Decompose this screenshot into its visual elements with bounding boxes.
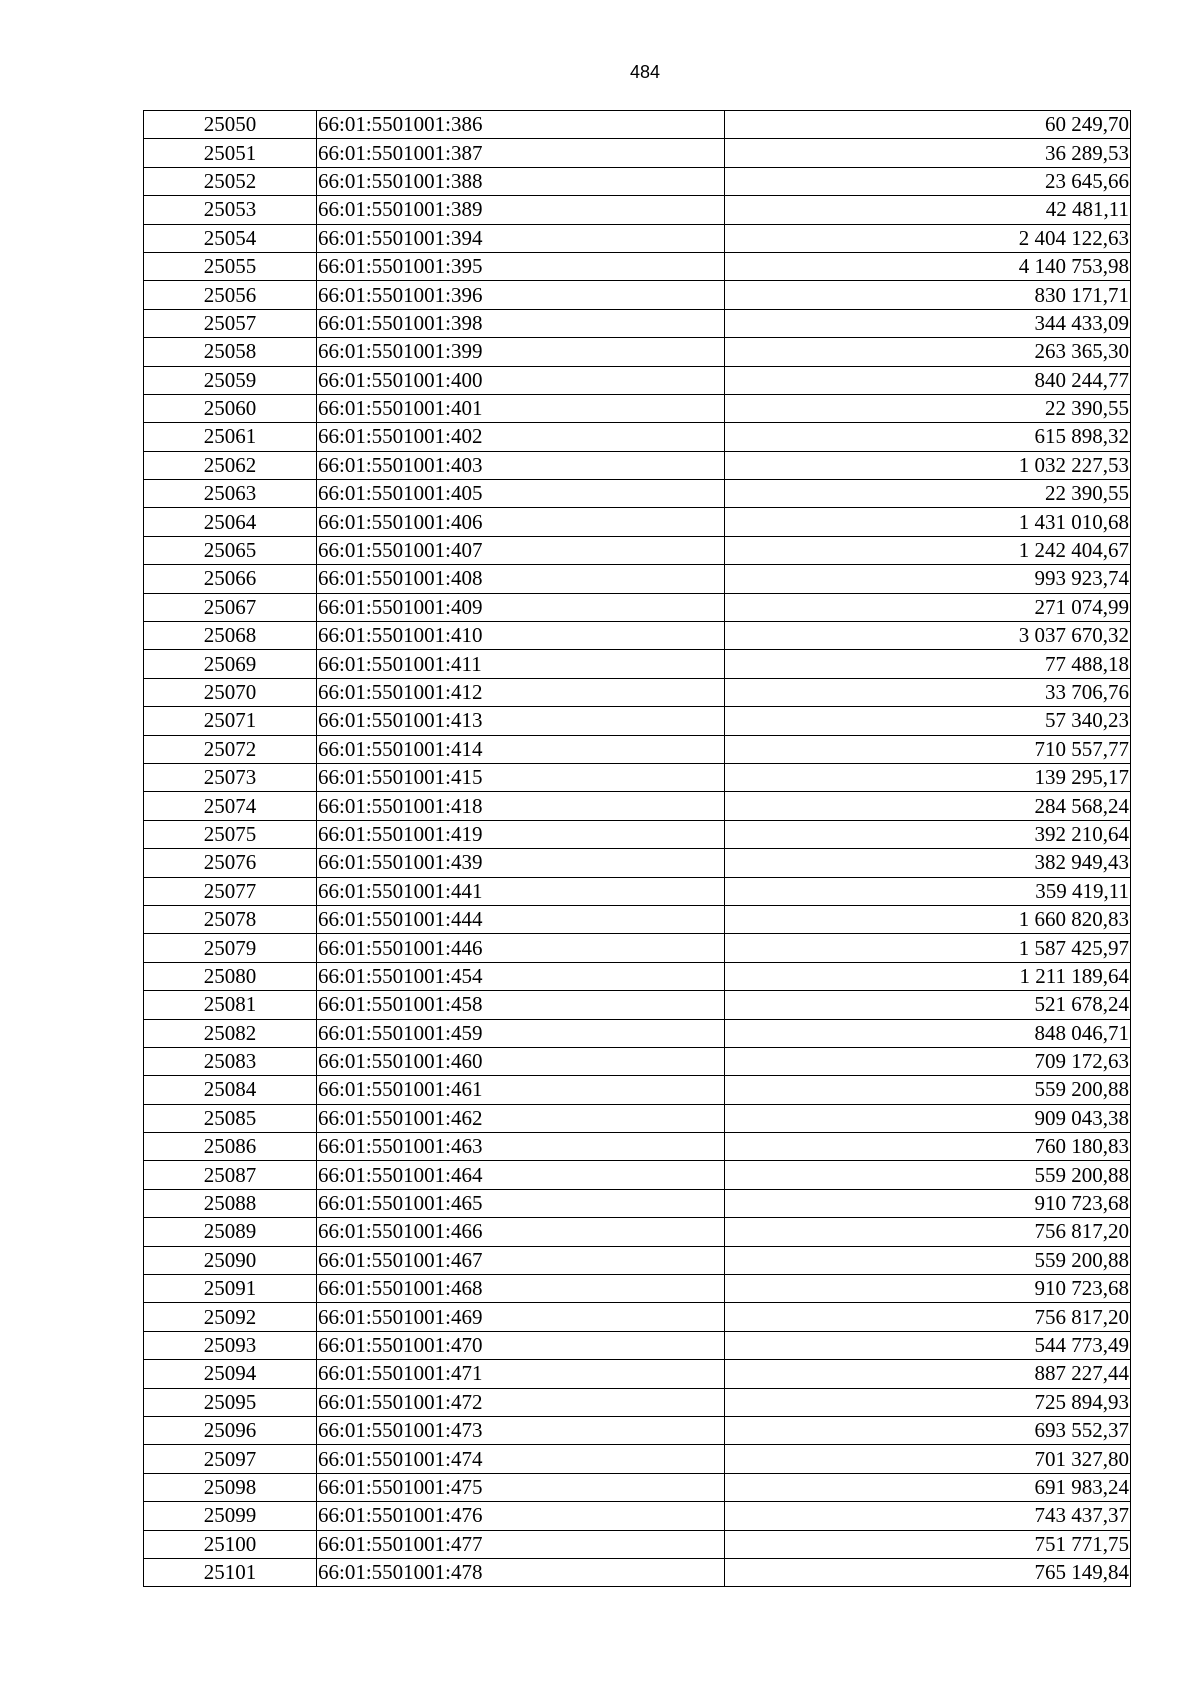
row-number-cell: 25079: [144, 934, 317, 962]
cadastral-number-cell: 66:01:5501001:412: [317, 678, 725, 706]
cadastral-value-cell: 4 140 753,98: [725, 252, 1131, 280]
table-row: [144, 962, 1131, 990]
cadastral-value-cell: 701 327,80: [725, 1445, 1131, 1473]
row-number-cell: 25089: [144, 1218, 317, 1246]
cadastral-value-cell: 284 568,24: [725, 792, 1131, 820]
table-row: [144, 565, 1131, 593]
row-number-cell: 25074: [144, 792, 317, 820]
cadastral-value-cell: 910 723,68: [725, 1189, 1131, 1217]
table-row: [144, 1331, 1131, 1359]
cadastral-value-cell: 848 046,71: [725, 1019, 1131, 1047]
row-number-cell: 25052: [144, 167, 317, 195]
row-number-cell: 25082: [144, 1019, 317, 1047]
cadastral-value-cell: 22 390,55: [725, 480, 1131, 508]
row-number-cell: 25076: [144, 849, 317, 877]
table-row: [144, 1104, 1131, 1132]
row-number-cell: 25084: [144, 1076, 317, 1104]
table-row: [144, 366, 1131, 394]
cadastral-value-cell: 887 227,44: [725, 1360, 1131, 1388]
row-number-cell: 25096: [144, 1416, 317, 1444]
page-number: 484: [629, 62, 661, 82]
cadastral-value-cell: 1 660 820,83: [725, 905, 1131, 933]
table-row: [144, 707, 1131, 735]
row-number-cell: 25101: [144, 1558, 317, 1586]
cadastral-number-cell: 66:01:5501001:478: [317, 1558, 725, 1586]
cadastral-value-cell: 725 894,93: [725, 1388, 1131, 1416]
table-row: [144, 1530, 1131, 1558]
cadastral-number-cell: 66:01:5501001:386: [317, 111, 725, 139]
cadastral-number-cell: 66:01:5501001:409: [317, 593, 725, 621]
table-row: [144, 1445, 1131, 1473]
row-number-cell: 25071: [144, 707, 317, 735]
row-number-cell: 25057: [144, 309, 317, 337]
cadastral-value-cell: 743 437,37: [725, 1502, 1131, 1530]
table-row: [144, 792, 1131, 820]
cadastral-number-cell: 66:01:5501001:396: [317, 281, 725, 309]
cadastral-number-cell: 66:01:5501001:399: [317, 338, 725, 366]
cadastral-number-cell: 66:01:5501001:474: [317, 1445, 725, 1473]
cadastral-number-cell: 66:01:5501001:410: [317, 622, 725, 650]
row-number-cell: 25094: [144, 1360, 317, 1388]
cadastral-number-cell: 66:01:5501001:444: [317, 905, 725, 933]
cadastral-number-cell: 66:01:5501001:470: [317, 1331, 725, 1359]
table-row: [144, 252, 1131, 280]
table-row: [144, 763, 1131, 791]
row-number-cell: 25064: [144, 508, 317, 536]
table-row: [144, 536, 1131, 564]
table-row: [144, 1189, 1131, 1217]
cadastral-value-cell: 392 210,64: [725, 820, 1131, 848]
table-row: [144, 849, 1131, 877]
table-row: [144, 934, 1131, 962]
cadastral-number-cell: 66:01:5501001:395: [317, 252, 725, 280]
cadastral-number-cell: 66:01:5501001:401: [317, 394, 725, 422]
table-row: [144, 224, 1131, 252]
cadastral-value-cell: 909 043,38: [725, 1104, 1131, 1132]
row-number-cell: 25058: [144, 338, 317, 366]
row-number-cell: 25088: [144, 1189, 317, 1217]
table-row: [144, 991, 1131, 1019]
row-number-cell: 25053: [144, 196, 317, 224]
row-number-cell: 25087: [144, 1161, 317, 1189]
cadastral-number-cell: 66:01:5501001:407: [317, 536, 725, 564]
cadastral-number-cell: 66:01:5501001:413: [317, 707, 725, 735]
cadastral-value-cell: 559 200,88: [725, 1076, 1131, 1104]
cadastral-value-cell: 840 244,77: [725, 366, 1131, 394]
cadastral-number-cell: 66:01:5501001:408: [317, 565, 725, 593]
row-number-cell: 25081: [144, 991, 317, 1019]
cadastral-value-cell: 756 817,20: [725, 1218, 1131, 1246]
table-row: [144, 1473, 1131, 1501]
table-row: [144, 451, 1131, 479]
cadastral-number-cell: 66:01:5501001:471: [317, 1360, 725, 1388]
row-number-cell: 25080: [144, 962, 317, 990]
cadastral-value-cell: 57 340,23: [725, 707, 1131, 735]
row-number-cell: 25063: [144, 480, 317, 508]
row-number-cell: 25054: [144, 224, 317, 252]
cadastral-number-cell: 66:01:5501001:476: [317, 1502, 725, 1530]
row-number-cell: 25060: [144, 394, 317, 422]
table-row: [144, 139, 1131, 167]
cadastral-number-cell: 66:01:5501001:461: [317, 1076, 725, 1104]
cadastral-value-cell: 3 037 670,32: [725, 622, 1131, 650]
cadastral-value-table: [143, 110, 1131, 1587]
cadastral-number-cell: 66:01:5501001:473: [317, 1416, 725, 1444]
table-row: [144, 1161, 1131, 1189]
cadastral-number-cell: 66:01:5501001:439: [317, 849, 725, 877]
row-number-cell: 25085: [144, 1104, 317, 1132]
cadastral-number-cell: 66:01:5501001:402: [317, 423, 725, 451]
table-row: [144, 281, 1131, 309]
cadastral-number-cell: 66:01:5501001:464: [317, 1161, 725, 1189]
row-number-cell: 25055: [144, 252, 317, 280]
cadastral-number-cell: 66:01:5501001:400: [317, 366, 725, 394]
cadastral-number-cell: 66:01:5501001:463: [317, 1133, 725, 1161]
table-row: [144, 508, 1131, 536]
row-number-cell: 25075: [144, 820, 317, 848]
cadastral-number-cell: 66:01:5501001:394: [317, 224, 725, 252]
cadastral-number-cell: 66:01:5501001:415: [317, 763, 725, 791]
cadastral-value-cell: 559 200,88: [725, 1161, 1131, 1189]
row-number-cell: 25086: [144, 1133, 317, 1161]
table-row: [144, 1218, 1131, 1246]
cadastral-number-cell: 66:01:5501001:458: [317, 991, 725, 1019]
row-number-cell: 25070: [144, 678, 317, 706]
cadastral-value-cell: 2 404 122,63: [725, 224, 1131, 252]
table-row: [144, 650, 1131, 678]
cadastral-value-cell: 42 481,11: [725, 196, 1131, 224]
cadastral-number-cell: 66:01:5501001:403: [317, 451, 725, 479]
cadastral-number-cell: 66:01:5501001:460: [317, 1047, 725, 1075]
row-number-cell: 25066: [144, 565, 317, 593]
cadastral-number-cell: 66:01:5501001:398: [317, 309, 725, 337]
cadastral-value-cell: 60 249,70: [725, 111, 1131, 139]
cadastral-number-cell: 66:01:5501001:466: [317, 1218, 725, 1246]
table-row: [144, 111, 1131, 139]
table-row: [144, 423, 1131, 451]
cadastral-value-cell: 1 032 227,53: [725, 451, 1131, 479]
cadastral-value-cell: 1 587 425,97: [725, 934, 1131, 962]
cadastral-value-cell: 1 242 404,67: [725, 536, 1131, 564]
cadastral-number-cell: 66:01:5501001:459: [317, 1019, 725, 1047]
cadastral-number-cell: 66:01:5501001:469: [317, 1303, 725, 1331]
cadastral-value-cell: 756 817,20: [725, 1303, 1131, 1331]
cadastral-value-cell: 910 723,68: [725, 1275, 1131, 1303]
table-row: [144, 678, 1131, 706]
cadastral-value-cell: 559 200,88: [725, 1246, 1131, 1274]
cadastral-value-cell: 344 433,09: [725, 309, 1131, 337]
row-number-cell: 25095: [144, 1388, 317, 1416]
cadastral-number-cell: 66:01:5501001:411: [317, 650, 725, 678]
cadastral-value-cell: 359 419,11: [725, 877, 1131, 905]
table-row: [144, 735, 1131, 763]
table-row: [144, 1303, 1131, 1331]
cadastral-value-cell: 271 074,99: [725, 593, 1131, 621]
row-number-cell: 25091: [144, 1275, 317, 1303]
table-row: [144, 1502, 1131, 1530]
row-number-cell: 25099: [144, 1502, 317, 1530]
row-number-cell: 25059: [144, 366, 317, 394]
table-row: [144, 1558, 1131, 1586]
table-row: [144, 1360, 1131, 1388]
row-number-cell: 25093: [144, 1331, 317, 1359]
cadastral-value-cell: 765 149,84: [725, 1558, 1131, 1586]
row-number-cell: 25098: [144, 1473, 317, 1501]
cadastral-value-cell: 23 645,66: [725, 167, 1131, 195]
table-row: [144, 905, 1131, 933]
cadastral-number-cell: 66:01:5501001:467: [317, 1246, 725, 1274]
cadastral-number-cell: 66:01:5501001:475: [317, 1473, 725, 1501]
row-number-cell: 25083: [144, 1047, 317, 1075]
cadastral-number-cell: 66:01:5501001:418: [317, 792, 725, 820]
table-body: [144, 111, 1131, 1587]
cadastral-number-cell: 66:01:5501001:454: [317, 962, 725, 990]
cadastral-value-cell: 760 180,83: [725, 1133, 1131, 1161]
table-row: [144, 1076, 1131, 1104]
row-number-cell: 25068: [144, 622, 317, 650]
cadastral-value-cell: 710 557,77: [725, 735, 1131, 763]
row-number-cell: 25056: [144, 281, 317, 309]
cadastral-value-cell: 544 773,49: [725, 1331, 1131, 1359]
table-row: [144, 480, 1131, 508]
cadastral-value-cell: 139 295,17: [725, 763, 1131, 791]
table-row: [144, 877, 1131, 905]
cadastral-value-cell: 382 949,43: [725, 849, 1131, 877]
cadastral-number-cell: 66:01:5501001:388: [317, 167, 725, 195]
cadastral-number-cell: 66:01:5501001:419: [317, 820, 725, 848]
table-row: [144, 1416, 1131, 1444]
cadastral-value-cell: 1 211 189,64: [725, 962, 1131, 990]
row-number-cell: 25069: [144, 650, 317, 678]
row-number-cell: 25065: [144, 536, 317, 564]
cadastral-value-cell: 33 706,76: [725, 678, 1131, 706]
row-number-cell: 25078: [144, 905, 317, 933]
table-row: [144, 1275, 1131, 1303]
table-row: [144, 196, 1131, 224]
cadastral-number-cell: 66:01:5501001:414: [317, 735, 725, 763]
table-row: [144, 394, 1131, 422]
cadastral-value-cell: 693 552,37: [725, 1416, 1131, 1444]
cadastral-value-cell: 36 289,53: [725, 139, 1131, 167]
row-number-cell: 25077: [144, 877, 317, 905]
cadastral-value-cell: 830 171,71: [725, 281, 1131, 309]
table-row: [144, 309, 1131, 337]
row-number-cell: 25050: [144, 111, 317, 139]
row-number-cell: 25072: [144, 735, 317, 763]
cadastral-value-cell: 709 172,63: [725, 1047, 1131, 1075]
cadastral-number-cell: 66:01:5501001:468: [317, 1275, 725, 1303]
cadastral-value-cell: 691 983,24: [725, 1473, 1131, 1501]
cadastral-number-cell: 66:01:5501001:389: [317, 196, 725, 224]
cadastral-value-cell: 22 390,55: [725, 394, 1131, 422]
table-row: [144, 1388, 1131, 1416]
table-row: [144, 1047, 1131, 1075]
cadastral-value-cell: 521 678,24: [725, 991, 1131, 1019]
cadastral-number-cell: 66:01:5501001:405: [317, 480, 725, 508]
table-row: [144, 593, 1131, 621]
row-number-cell: 25097: [144, 1445, 317, 1473]
row-number-cell: 25061: [144, 423, 317, 451]
table-row: [144, 338, 1131, 366]
row-number-cell: 25090: [144, 1246, 317, 1274]
table-row: [144, 622, 1131, 650]
cadastral-number-cell: 66:01:5501001:441: [317, 877, 725, 905]
row-number-cell: 25062: [144, 451, 317, 479]
cadastral-number-cell: 66:01:5501001:477: [317, 1530, 725, 1558]
table-row: [144, 167, 1131, 195]
table-row: [144, 820, 1131, 848]
cadastral-number-cell: 66:01:5501001:472: [317, 1388, 725, 1416]
table-row: [144, 1246, 1131, 1274]
row-number-cell: 25067: [144, 593, 317, 621]
cadastral-value-cell: 263 365,30: [725, 338, 1131, 366]
cadastral-number-cell: 66:01:5501001:465: [317, 1189, 725, 1217]
row-number-cell: 25092: [144, 1303, 317, 1331]
table-row: [144, 1133, 1131, 1161]
cadastral-value-cell: 77 488,18: [725, 650, 1131, 678]
cadastral-value-cell: 1 431 010,68: [725, 508, 1131, 536]
cadastral-value-cell: 993 923,74: [725, 565, 1131, 593]
row-number-cell: 25051: [144, 139, 317, 167]
table-row: [144, 1019, 1131, 1047]
row-number-cell: 25100: [144, 1530, 317, 1558]
cadastral-number-cell: 66:01:5501001:387: [317, 139, 725, 167]
cadastral-number-cell: 66:01:5501001:406: [317, 508, 725, 536]
row-number-cell: 25073: [144, 763, 317, 791]
cadastral-value-cell: 615 898,32: [725, 423, 1131, 451]
cadastral-number-cell: 66:01:5501001:462: [317, 1104, 725, 1132]
cadastral-number-cell: 66:01:5501001:446: [317, 934, 725, 962]
cadastral-value-cell: 751 771,75: [725, 1530, 1131, 1558]
